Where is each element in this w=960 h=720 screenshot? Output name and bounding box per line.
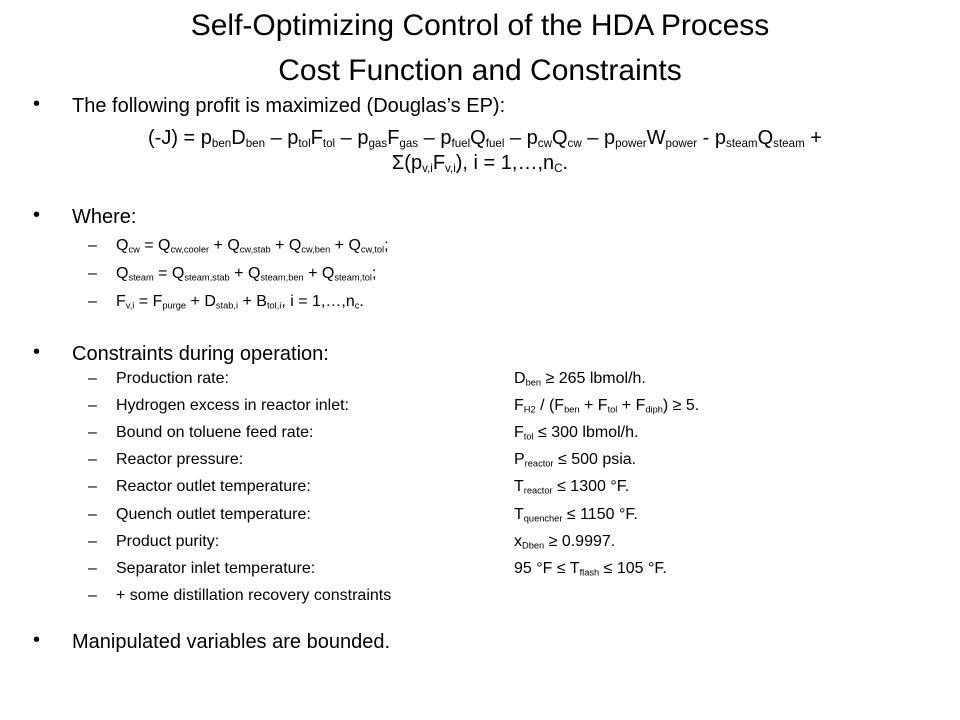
math-text: T	[514, 505, 524, 523]
dash-marker: –	[88, 478, 97, 496]
subscript: v,i	[445, 161, 456, 175]
math-text: – p	[504, 127, 538, 149]
math-text: D	[514, 370, 526, 387]
math-text: ≤ 105 °F.	[599, 559, 667, 577]
constraint-expression	[514, 451, 636, 469]
dash-marker: –	[88, 397, 97, 415]
subscript: diph	[645, 404, 663, 415]
where-definition	[116, 237, 389, 255]
dash-marker: –	[88, 505, 97, 523]
math-text: (-J) = p	[148, 127, 212, 149]
subscript: tol	[298, 136, 311, 150]
dash-marker: –	[88, 237, 97, 254]
subscript: C	[554, 161, 563, 175]
math-text: F	[387, 127, 400, 149]
subscript: tol,i	[266, 300, 282, 311]
math-text: F	[432, 152, 446, 174]
constraint-label: Reactor outlet temperature:	[116, 478, 311, 496]
math-text: Q	[470, 127, 486, 149]
math-text: + B	[238, 293, 267, 310]
math-text: Q	[116, 237, 129, 254]
subscript: purge	[162, 300, 187, 311]
dash-marker: –	[88, 532, 97, 550]
bullet-marker: •	[33, 341, 41, 363]
math-text: ≥ 265 lbmol/h.	[541, 370, 646, 387]
constraint-label: + some distillation recovery constraints	[116, 586, 392, 604]
math-text: / (F	[535, 397, 565, 415]
subscript: gas	[399, 136, 419, 150]
slide-subtitle: Cost Function and Constraints	[278, 54, 682, 87]
subscript: quencher	[523, 512, 563, 523]
subscript: reactor	[524, 458, 554, 469]
subscript: reactor	[523, 485, 553, 496]
constraint-label: Hydrogen excess in reactor inlet:	[116, 397, 349, 415]
dash-marker: –	[88, 451, 97, 469]
subscript: steam,tol	[334, 272, 372, 283]
math-text: ) ≥ 5.	[662, 397, 700, 415]
dash-marker: –	[88, 265, 97, 282]
subscript: steam,ben	[260, 272, 304, 283]
subscript: H2	[523, 404, 536, 415]
objective-equation-line1	[50, 127, 920, 150]
subscript: tol	[523, 431, 534, 442]
math-text: ≥ 0.9997.	[544, 532, 616, 550]
constraint-expression	[514, 533, 615, 551]
math-text: D	[231, 127, 246, 149]
subscript: v,i	[422, 161, 433, 175]
subscript: cw,cooler	[170, 244, 210, 255]
subscript: ben	[245, 136, 266, 150]
bullet-marker: •	[33, 93, 41, 115]
constraint-expression	[514, 397, 699, 415]
math-text: + Q	[303, 265, 335, 282]
constraint-label: Separator inlet temperature:	[116, 559, 316, 577]
math-text: + Q	[330, 237, 361, 254]
math-text: T	[514, 478, 524, 496]
bullet-marker: •	[33, 629, 41, 651]
constraint-expression	[514, 478, 629, 496]
math-text: + Q	[270, 237, 302, 254]
constraint-expression	[514, 560, 667, 578]
math-text: P	[514, 451, 525, 469]
math-text: Σ(p	[391, 152, 423, 174]
dash-marker: –	[88, 370, 97, 387]
subscript: power	[615, 136, 647, 150]
subscript: tol	[322, 136, 336, 150]
math-text: – p	[418, 127, 452, 149]
subscript: steam	[726, 136, 758, 150]
bullet-where: Where:	[72, 206, 137, 228]
subscript: flash	[579, 567, 600, 577]
subscript: tol	[607, 404, 618, 415]
subscript: c	[354, 300, 360, 311]
math-text: + D	[186, 293, 216, 310]
constraint-label: Bound on toluene feed rate:	[116, 424, 314, 442]
bullet-profit-intro: The following profit is maximized (Douglas’s EP):	[72, 95, 506, 117]
dash-marker: –	[88, 586, 97, 604]
subscript: gas	[368, 136, 388, 150]
math-text: ≤ 300 lbmol/h.	[533, 424, 639, 442]
constraint-label: Reactor pressure:	[116, 451, 244, 469]
math-text: Q	[551, 127, 568, 149]
math-text: + F	[579, 397, 608, 415]
subscript: fuel	[485, 136, 505, 150]
subscript: cw,tol	[360, 244, 385, 255]
bullet-constraints: Constraints during operation:	[72, 343, 329, 365]
subscript: cw,ben	[301, 244, 331, 255]
math-text: = F	[134, 293, 163, 310]
where-definition	[116, 265, 376, 283]
math-text: ≤ 500 psia.	[553, 451, 637, 469]
dash-marker: –	[88, 559, 97, 577]
subscript: fuel	[451, 136, 471, 150]
dash-marker: –	[88, 424, 97, 442]
subscript: stab,i	[215, 300, 239, 311]
math-text: W	[646, 127, 666, 149]
constraint-label: Production rate:	[116, 370, 229, 387]
math-text: – p	[335, 127, 369, 149]
math-text: F	[116, 293, 126, 310]
constraint-label: Quench outlet temperature:	[116, 505, 311, 523]
math-text: F	[310, 127, 323, 149]
constraint-expression	[514, 370, 646, 388]
constraint-expression	[514, 506, 638, 524]
constraint-expression	[514, 424, 638, 442]
math-text: + F	[617, 397, 646, 415]
math-text: – p	[265, 127, 299, 149]
math-text: ;	[371, 265, 377, 282]
math-text: ≤ 1150 °F.	[562, 505, 638, 523]
math-text: .	[562, 152, 569, 174]
math-text: 95 °F ≤ T	[514, 559, 580, 577]
subscript: ben	[525, 377, 542, 388]
math-text: +	[804, 127, 822, 149]
subscript: cw,stab	[239, 244, 271, 255]
math-text: - p	[697, 127, 727, 149]
subscript: v,i	[125, 300, 135, 311]
subscript: ben	[211, 136, 232, 150]
math-text: = Q	[153, 265, 185, 282]
subscript: steam	[128, 272, 154, 283]
subscript: cw	[128, 244, 140, 255]
math-text: , i = 1,…,n	[281, 293, 355, 310]
objective-equation-line2	[0, 152, 960, 175]
subscript: cw	[567, 136, 582, 150]
math-text: .	[359, 293, 364, 310]
math-text: – p	[581, 127, 616, 149]
subscript: power	[665, 136, 698, 150]
math-text: = Q	[139, 237, 171, 254]
math-text: F	[514, 397, 524, 415]
bullet-manipulated-variables: Manipulated variables are bounded.	[72, 631, 390, 653]
math-text: F	[514, 424, 524, 442]
math-text: Q	[757, 127, 774, 149]
math-text: + Q	[229, 265, 261, 282]
subscript: cw	[537, 136, 552, 150]
bullet-marker: •	[33, 204, 41, 226]
math-text: ), i = 1,…,n	[455, 152, 555, 174]
constraint-label: Product purity:	[116, 532, 220, 550]
math-text: + Q	[209, 237, 240, 254]
subscript: Dben	[522, 539, 545, 550]
slide-title: Self-Optimizing Control of the HDA Process	[190, 9, 770, 42]
subscript: ben	[564, 404, 580, 415]
math-text: Q	[116, 265, 129, 282]
subscript: steam,stab	[184, 272, 230, 283]
math-text: x	[514, 532, 522, 550]
math-text: ≤ 1300 °F.	[552, 478, 630, 496]
where-definition	[116, 293, 364, 311]
math-text: ;	[384, 237, 389, 254]
dash-marker: –	[88, 293, 97, 310]
subscript: steam	[773, 136, 805, 150]
